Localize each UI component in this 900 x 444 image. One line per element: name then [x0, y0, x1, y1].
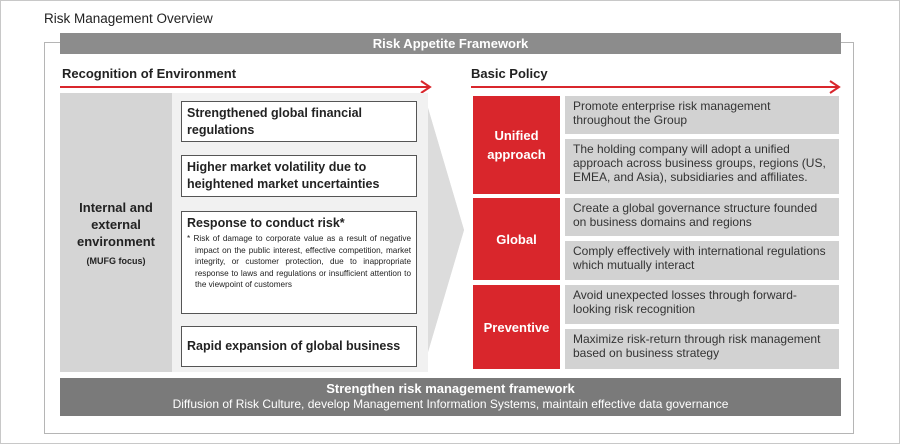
policy-arrow-head-icon — [829, 80, 841, 94]
factor-box-regulations — [181, 101, 417, 142]
page-title: Risk Management Overview — [44, 11, 213, 26]
factor-box-conduct-risk — [181, 211, 417, 314]
environment-panel — [60, 93, 172, 372]
policy-label-text: Preventive — [483, 319, 550, 335]
factor-box-volatility — [181, 155, 417, 197]
factor-label: Rapid expansion of global business — [187, 339, 401, 353]
policy-item: Avoid unexpected losses through forward-looking risk recognition — [565, 285, 839, 324]
environment-sub: (MUFG focus) — [86, 256, 146, 266]
policy-arrow-line — [471, 86, 837, 88]
factor-label: Strengthened global financial regulations — [187, 106, 363, 137]
policy-label-unified — [473, 96, 560, 194]
policy-label-text: Unified approach — [487, 128, 546, 162]
policy-item: Promote enterprise risk management throughout the Group — [565, 96, 839, 134]
recognition-heading: Recognition of Environment — [62, 66, 237, 81]
policy-heading: Basic Policy — [471, 66, 548, 81]
policy-item: Comply effectively with international regulations which mutually interact — [565, 241, 839, 280]
risk-appetite-bar: Risk Appetite Framework — [60, 33, 841, 54]
policy-label-preventive — [473, 285, 560, 369]
factor-box-expansion — [181, 326, 417, 367]
policy-label-global — [473, 198, 560, 280]
policy-label-text: Global — [496, 231, 537, 247]
policy-item: The holding company will adopt a unified approach across business groups, regions (US, EMEA, and Asia), subsidiaries and affiliates. — [565, 139, 839, 194]
factor-label: Response to conduct risk* — [187, 216, 345, 230]
recognition-arrow-line — [60, 86, 428, 88]
framework-bar — [60, 378, 841, 416]
framework-title: Strengthen risk management framework — [326, 381, 575, 396]
conduct-risk-footnote: * Risk of damage to corporate value as a result of negative impact on the public interest, effective competition, market integrity, or customer protection, due to inappropriate response to laws and regulations or insufficient attention to the viewpoint of customers — [187, 234, 411, 289]
factor-label: Higher market volatility due to heightened market uncertainties — [187, 160, 380, 191]
policy-item: Maximize risk-return through risk management based on business strategy — [565, 329, 839, 369]
recognition-arrow-head-icon — [420, 80, 432, 94]
environment-label: Internal and external environment — [76, 200, 155, 249]
policy-item: Create a global governance structure founded on business domains and regions — [565, 198, 839, 236]
chevron-right-icon — [428, 108, 466, 352]
framework-subtitle: Diffusion of Risk Culture, develop Management Information Systems, maintain effective data governance — [172, 397, 729, 411]
